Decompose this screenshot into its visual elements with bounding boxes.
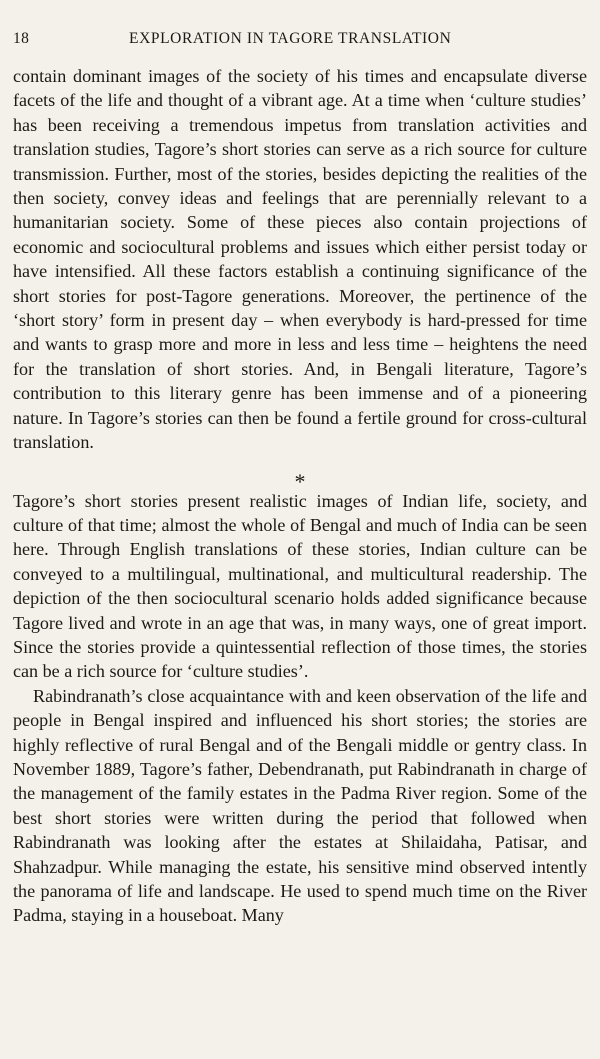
page-number: 18 <box>13 30 30 47</box>
paragraph-1: contain dominant images of the society of his times and encapsulate diverse facets of the life and thought of a vibrant age. At a time when ‘culture studies’ has been receiving a tremendous impetus from translation activities and translation studies, Tagore’s short stories can serve as a rich source for culture transmission. Further, most of the stories, besides depicting the realities of the then society, convey ideas and feelings that are perennially relevant to a humanitarian society. Some of these pieces also contain projections of economic and sociocultural problems and issues which either persist today or have intensified. All these factors establish a continuing significance of the short stories for post-Tagore generations. Moreover, the pertinence of the ‘short story’ form in present day – when everybody is hard-pressed for time and wants to grasp more and more in less and less time – heightens the need for the translation of short stories. And, in Bengali literature, Tagore’s contribution to this literary genre has been immense and of a pioneering nature. In Tagore’s stories can then be found a fertile ground for cross-cultural translation. <box>13 66 587 453</box>
paragraph-3: Rabindranath’s close acquaintance with and keen observation of the life and people in Bengal inspired and influenced his short stories; the stories are highly reflective of rural Bengal and of the Bengali middle or gentry class. In November 1889, Tagore’s father, Debendranath, put Rabindranath in charge of the management of the family estates in the Padma River region. Some of the best short stories were written during the period that followed when Rabindranath was looking after the estates at Shilaidaha, Patisar, and Shahzadpur. While managing the estate, his sensitive mind observed intently the panorama of life and landscape. He used to spend much time on the River Padma, staying in a houseboat. Many <box>13 685 587 926</box>
running-title: EXPLORATION IN TAGORE TRANSLATION <box>129 30 452 47</box>
section-break-asterisk: * <box>294 468 306 494</box>
paragraph-2: Tagore’s short stories present realistic images of Indian life, society, and culture of that time; almost the whole of Bengal and much of India can be seen here. Through English translations of these stories, Indian culture can be conveyed to a multilingual, multinational, and multicultural readership. The depiction of the then sociocultural scenario holds added significance because Tagore lived and wrote in an age that was, in many ways, one of great import. Since the stories provide a quintessential reflection of those times, the stories can be a rich source for ‘culture studies’. <box>13 490 587 682</box>
running-head <box>13 30 587 52</box>
